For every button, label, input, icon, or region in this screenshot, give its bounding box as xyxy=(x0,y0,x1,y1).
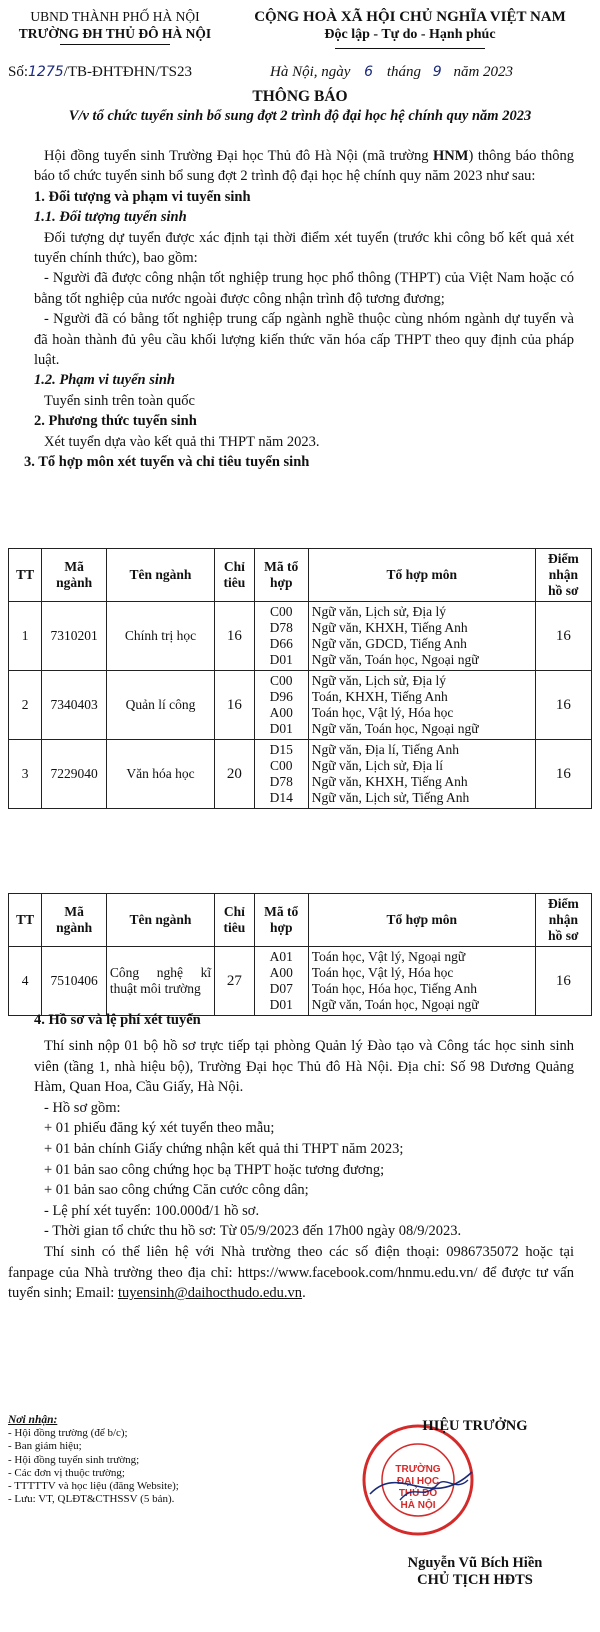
recipient-item: - TTTTTV và học liệu (đăng Website); xyxy=(8,1480,179,1493)
national-title: CỘNG HOÀ XÃ HỘI CHỦ NGHĨA VIỆT NAM xyxy=(254,9,566,25)
body-text xyxy=(24,146,574,473)
national-motto: Độc lập - Tự do - Hạnh phúc xyxy=(324,27,496,42)
recipient-item: - Lưu: VT, QLĐT&CTHSSV (5 bản). xyxy=(8,1493,175,1506)
section4-p4: + 01 bản chính Giấy chứng nhận kết quả thi THPT năm 2023; xyxy=(44,1140,404,1157)
motto-underline xyxy=(335,48,485,49)
recipient-item: - Ban giám hiệu; xyxy=(8,1440,82,1453)
recipients-block xyxy=(8,1414,268,1506)
recipient-item: - Các đơn vị thuộc trường; xyxy=(8,1466,125,1479)
document-date: Hà Nội, ngày 6 tháng 9 năm 2023 xyxy=(270,64,514,80)
issuer-line-2: TRƯỜNG ĐH THỦ ĐÔ HÀ NỘI xyxy=(18,26,212,41)
table-header-row: TT Mã ngành Tên ngành Chỉ tiêu Mã tổ hợp Tổ hợp môn Điểm nhận hồ sơ xyxy=(9,549,592,602)
document-subject: V/v tổ chức tuyển sinh bổ sung đợt 2 trình độ đại học hệ chính quy năm 2023 xyxy=(68,108,532,124)
admissions-table-2 xyxy=(8,893,592,1016)
date-day: 6 xyxy=(364,64,374,80)
recipients-heading: Nơi nhận: xyxy=(8,1414,58,1426)
svg-text:THỦ ĐÔ: THỦ ĐÔ xyxy=(398,1488,438,1499)
table-row: 3 7229040 Văn hóa học 20 D15 C00 D78 D14 Ngữ văn, Địa lí, Tiếng Anh Ngữ văn, Lịch sử, Địa lí Ngữ văn, KHXH, Tiếng Anh Ngữ văn, Lịch sử, Tiếng Anh 16 xyxy=(9,740,592,809)
document-number: Số:1275/TB-ĐHTĐHN/TS23 xyxy=(8,64,192,80)
section4-p3: + 01 phiếu đăng ký xét tuyển theo mẫu; xyxy=(44,1120,275,1137)
section1-p1: Đối tượng dự tuyển được xác định tại thời điểm xét tuyển (trước khi công bố kết quả xét tuyển chính thức), bao gồm: xyxy=(34,229,574,267)
contact-paragraph: Thí sinh có thể liên hệ với Nhà trường theo các số điện thoại: 0986735072 hoặc tại fanpage của Nhà trường theo địa chỉ: https://www.facebook.com/hnmu.edu.vn/ để được tư vấn tuyển sinh; Email: tuyensinh@daihocthudo.edu.vn. xyxy=(8,1243,574,1302)
section1-p4: Tuyển sinh trên toàn quốc xyxy=(44,392,195,409)
signer-name: Nguyễn Vũ Bích Hiền xyxy=(407,1555,543,1571)
national-header xyxy=(224,8,596,44)
email-link[interactable]: tuyensinh@daihocthudo.edu.vn xyxy=(117,1285,303,1302)
section1-2-heading: 1.2. Phạm vi tuyển sinh xyxy=(34,372,175,389)
section4-heading: 4. Hồ sơ và lệ phí xét tuyển xyxy=(34,1012,201,1028)
signature-block xyxy=(360,1414,590,1589)
date-month: 9 xyxy=(432,64,442,80)
issuer-line-1: UBND THÀNH PHỐ HÀ NỘI xyxy=(30,9,200,24)
section1-1-heading: 1.1. Đối tượng tuyển sinh xyxy=(34,209,187,226)
signer-role: HIỆU TRƯỞNG xyxy=(422,1418,528,1434)
section4-body xyxy=(8,1036,574,1304)
section4-p8: - Thời gian tổ chức thu hồ sơ: Từ 05/9/2023 đến 17h00 ngày 08/9/2023. xyxy=(44,1223,462,1240)
table-row: 2 7340403 Quản lí công 16 C00 D96 A00 D01 Ngữ văn, Lịch sử, Địa lý Toán, KHXH, Tiếng Anh Toán học, Vật lý, Hóa học Ngữ văn, Toán học, Ngoại ngữ 16 xyxy=(9,671,592,740)
section2-p1: Xét tuyển dựa vào kết quả thi THPT năm 2023. xyxy=(44,433,320,450)
signer-title: CHỦ TỊCH HĐTS xyxy=(417,1572,533,1588)
table-row: 4 7510406 Công nghệ kĩ thuật môi trường 27 A01 A00 D07 D01 Toán học, Vật lý, Ngoại ngữ Toán học, Vật lý, Hóa học Toán học, Hóa học, Tiếng Anh Ngữ văn, Toán học, Ngoại ngữ 16 xyxy=(9,947,592,1016)
table-row: 1 7310201 Chính trị học 16 C00 D78 D66 D01 Ngữ văn, Lịch sử, Địa lý Ngữ văn, KHXH, Tiếng Anh Ngữ văn, GDCD, Tiếng Anh Ngữ văn, Toán học, Ngoại ngữ 16 xyxy=(9,602,592,671)
svg-text:HÀ NỘI: HÀ NỘI xyxy=(400,1500,436,1511)
admissions-table-1 xyxy=(8,548,592,809)
section1-heading: 1. Đối tượng và phạm vi tuyển sinh xyxy=(34,188,251,205)
svg-text:TRƯỜNG: TRƯỜNG xyxy=(395,1464,441,1475)
issuer-block xyxy=(6,8,224,42)
section4-p1: Thí sinh nộp 01 bộ hồ sơ trực tiếp tại phòng Quản lý Đào tạo và Công tác học sinh sinh viên (tầng 1, nhà hiệu bộ), Trường Đại học Thủ đô Hà Nội. Địa chỉ: Số 98 Dương Quảng Hàm, Quan Hoa, Cầu Giấy, Hà Nội. xyxy=(34,1038,574,1096)
section1-p3: - Người đã có bằng tốt nghiệp trung cấp ngành nghề thuộc cùng nhóm ngành dự tuyển và đã hoàn thành đủ yêu cầu khối lượng kiến thức văn hóa cấp THPT theo quy định của pháp luật. xyxy=(34,311,574,369)
recipient-item: - Hội đồng tuyển sinh trường; xyxy=(8,1453,140,1466)
section4-p2: - Hồ sơ gồm: xyxy=(44,1099,121,1116)
section1-p2: - Người đã được công nhận tốt nghiệp trung học phổ thông (THPT) của Việt Nam hoặc có bằng tốt nghiệp của nước ngoài được công nhận trình độ tương đương; xyxy=(34,270,574,307)
section4-p6: + 01 bản sao công chứng Căn cước công dân; xyxy=(44,1182,309,1199)
recipient-item: - Hội đồng trường (để b/c); xyxy=(8,1427,128,1440)
section4-p7: - Lệ phí xét tuyển: 100.000đ/1 hồ sơ. xyxy=(44,1202,260,1219)
handwritten-number: 1275 xyxy=(28,64,64,80)
intro-paragraph: Hội đồng tuyển sinh Trường Đại học Thủ đô Hà Nội (mã trường HNM) thông báo thông báo tổ chức tuyển sinh bổ sung đợt 2 trình độ đại học hệ chính quy năm 2023 như sau: xyxy=(34,148,574,185)
issuer-underline xyxy=(60,44,170,45)
document-title: THÔNG BÁO xyxy=(252,88,348,105)
section4-p5: + 01 bản sao công chứng học bạ THPT hoặc tương đương; xyxy=(44,1161,385,1178)
svg-text:ĐẠI HỌC: ĐẠI HỌC xyxy=(396,1476,440,1487)
section2-heading: 2. Phương thức tuyển sinh xyxy=(34,413,197,430)
table-header-row: TT Mã ngành Tên ngành Chỉ tiêu Mã tổ hợp Tổ hợp môn Điểm nhận hồ sơ xyxy=(9,894,592,947)
section3-heading: 3. Tổ hợp môn xét tuyển và chỉ tiêu tuyển sinh xyxy=(24,454,310,471)
